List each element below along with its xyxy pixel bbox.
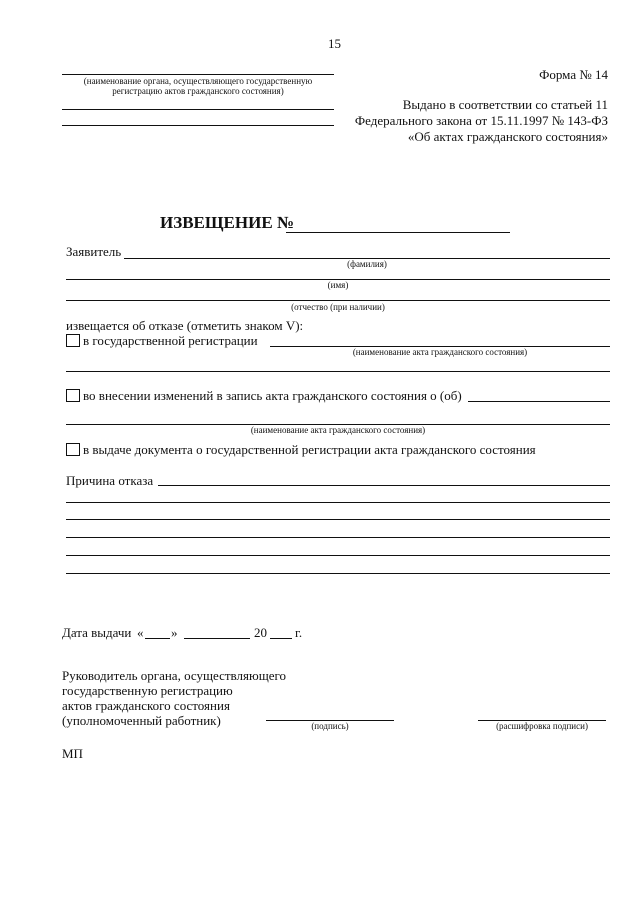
notice-number-field[interactable] bbox=[286, 232, 510, 233]
org-extra-line-1 bbox=[62, 109, 334, 110]
amendment-act-caption: (наименование акта гражданского состояния) bbox=[250, 425, 426, 435]
signature-decode-caption: (расшифровка подписи) bbox=[496, 721, 588, 731]
reason-field-6[interactable] bbox=[66, 573, 610, 574]
issue-date-label: Дата выдачи bbox=[62, 625, 132, 640]
reason-field-2[interactable] bbox=[66, 502, 610, 503]
reason-field-4[interactable] bbox=[66, 537, 610, 538]
document-title: ИЗВЕЩЕНИЕ № bbox=[160, 213, 294, 232]
reason-field-1[interactable] bbox=[158, 485, 610, 486]
issued-basis-line2: Федерального закона от 15.11.1997 № 143-ФЗ bbox=[354, 113, 608, 128]
date-close-quote: » bbox=[171, 625, 178, 640]
issue-day-field[interactable] bbox=[145, 638, 170, 639]
signer-role-line1: Руководитель органа, осуществляющего bbox=[62, 668, 286, 683]
amendment-field[interactable] bbox=[468, 401, 610, 402]
reason-label: Причина отказа bbox=[66, 473, 154, 488]
reason-field-3[interactable] bbox=[66, 519, 610, 520]
option-amendment bbox=[66, 388, 462, 404]
issue-month-field[interactable] bbox=[184, 638, 250, 639]
registration-act-caption: (наименование акта гражданского состояния) bbox=[352, 347, 528, 357]
org-name-line bbox=[62, 74, 334, 75]
issued-basis-line1: Выдано в соответствии со статьей 11 bbox=[402, 97, 608, 112]
date-century: 20 bbox=[254, 625, 267, 640]
page-number: 15 bbox=[328, 36, 341, 51]
name-caption: (имя) bbox=[327, 280, 349, 290]
surname-caption: (фамилия) bbox=[347, 259, 387, 269]
registration-extra-line[interactable] bbox=[66, 371, 610, 372]
option-amendment-label: во внесении изменений в запись акта гражданского состояния о (об) bbox=[83, 388, 462, 403]
patronymic-caption: (отчество (при наличии) bbox=[291, 302, 385, 312]
option-document bbox=[66, 442, 536, 458]
stamp-place-label: МП bbox=[62, 746, 83, 761]
reason-field-5[interactable] bbox=[66, 555, 610, 556]
org-caption-line2: регистрацию актов гражданского состояния) bbox=[112, 86, 284, 96]
signer-role-line3: актов гражданского состояния bbox=[62, 698, 230, 713]
org-extra-line-2 bbox=[62, 125, 334, 126]
date-open-quote: « bbox=[137, 625, 144, 640]
option-document-label: в выдаче документа о государственной регистрации акта гражданского состояния bbox=[83, 442, 536, 457]
option-registration bbox=[66, 333, 258, 349]
org-caption-line1: (наименование органа, осуществляющего государственную bbox=[83, 76, 313, 86]
option-registration-label: в государственной регистрации bbox=[83, 333, 258, 348]
issued-basis-line3: «Об актах гражданского состояния» bbox=[407, 129, 608, 144]
signature-caption: (подпись) bbox=[311, 721, 349, 731]
issue-year-field[interactable] bbox=[270, 638, 292, 639]
registration-checkbox[interactable] bbox=[66, 334, 80, 347]
amendment-checkbox[interactable] bbox=[66, 389, 80, 402]
date-year-suffix: г. bbox=[295, 625, 303, 640]
applicant-label: Заявитель bbox=[66, 244, 122, 259]
signer-role-line4: (уполномоченный работник) bbox=[62, 713, 221, 728]
patronymic-field[interactable] bbox=[66, 300, 610, 301]
refusal-intro: извещается об отказе (отметить знаком V): bbox=[66, 318, 304, 333]
form-number: Форма № 14 bbox=[539, 67, 608, 82]
signer-role-line2: государственную регистрацию bbox=[62, 683, 233, 698]
document-checkbox[interactable] bbox=[66, 443, 80, 456]
